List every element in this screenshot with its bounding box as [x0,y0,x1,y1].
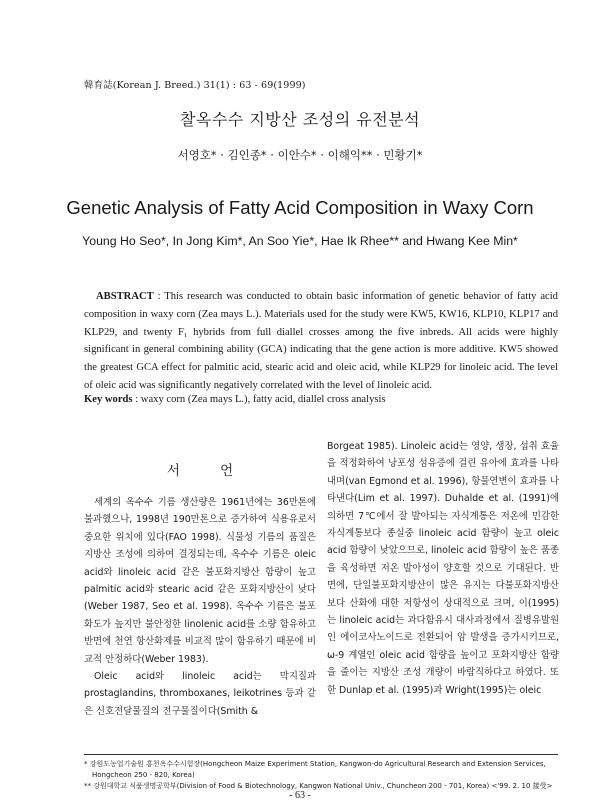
korean-authors: 서영호* · 김인종* · 이안수* · 이해익** · 민황기* [177,148,423,162]
journal-reference: 韓育誌(Korean J. Breed.) 31(1) : 63 - 69(1999) [84,80,306,91]
abstract-block [84,288,558,395]
body-paragraph: Oleic acid와 linoleic acid는 막지질과 prostaglandins, thromboxanes, leikotrines 등과 같은 신호전달물질의 전구물질이다(Smith & [84,671,316,717]
footnote-divider [84,754,558,755]
abstract-label: ABSTRACT [96,291,154,302]
keywords-text: : waxy corn (Zea mays L.), fatty acid, diallel cross analysis [135,394,386,405]
keywords-label: Key words [84,394,133,405]
abstract-text: : This research was conducted to obtain basic information of genetic behavior of fatty acid composition in waxy corn (Zea mays L.). Materials used for the study were KW5, KW16, KLP10, KLP17 and KLP29, and twenty F₁ hybrids from full diallel crosses among the five inbreds. All acids were highly significant in general combining ability (GCA) indicating that the gene action is more additive. KW5 showed the greatest GCA effect for palmitic acid, stearic acid and oleic acid, while KLP29 for linoleic acid. The level of oleic acid was significantly negatively correlated with the level of linoleic acid. [84,291,558,391]
right-column [327,438,559,699]
korean-title: 찰옥수수 지방산 조성의 유전분석 [179,110,421,129]
english-title: Genetic Analysis of Fatty Acid Composition in Waxy Corn [66,197,534,218]
left-column [84,438,316,720]
footnote-item: ** 강원대학교 식품생명공학부(Division of Food & Biotechnology, Kangwon National Univ., Chuncheon 200 - 701, Korea) <'99. 2. 10 接受> [84,782,553,790]
keywords-block [84,394,558,405]
body-paragraph: Borgeat 1985). Linoleic acid는 영양, 생장, 섭취 효율을 적정화하여 낭포성 섬유증에 걸린 유아에 효과를 나타내며(van Egmond et al. 1996), 항물연변이 효과를 나타낸다(Lim et al. 1997). Duhalde et al. (1991)에 의하면 7℃에서 잘 발아되는 자식계통은 저온에 민감한 자식계통보다 종실중 linoleic acid 함량이 높고 oleic acid 함량이 낮았으므로, linoleic acid 함량이 높은 품종을 육성하면 저온 발아성이 양호할 것으로 기대된다. 반면에, 단일불포화지방산이 많은 유지는 다불포화지방산보다 산화에 대한 저항성이 상대적으로 크며, 이(1995)는 linoleic acid는 과다함유시 대사과정에서 질병유발원인 에이코사노이드로 전환되어 암 발생을 증가시키므로, ω-9 계열인 oleic acid 함량을 높이고 포화지방산 함량을 줄이는 지방산 조성 개량이 바람직하다고 하였다. 또한 Dunlap et al. (1995)과 Wright(1995)는 oleic [327,441,559,696]
footnotes [84,759,564,792]
page-number: - 63 - [289,790,311,801]
section-heading-introduction: 서 언 [166,463,252,479]
footnote-item: * 강원도농업기술원 홍천옥수수시험장(Hongcheon Maize Experiment Station, Kangwon-do Agricultural Research and Extension Services, Hongcheon 250 - 820, Korea) [84,760,546,779]
body-paragraph: 세계의 옥수수 기름 생산량은 1961년에는 36만톤에 불과했으나, 1998년 190만톤으로 증가하여 식용유로서 중요한 위치에 있다(FAO 1998). 식물성 기름의 품질은 지방산 조성에 의하여 결정되는데, 옥수수 기름은 oleic acid와 linoleic acid 같은 불포화지방산 함량이 높고 palmitic acid와 stearic acid 같은 포화지방산이 낮다(Weber 1987, Seo et al. 1998). 옥수수 기름은 불포화도가 높지만 불안정한 linolenic acid를 소량 함유하고 반면에 천연 항산화제를 비교적 많이 함유하기 때문에 비교적 안정하다(Weber 1983). [84,497,316,665]
english-authors: Young Ho Seo*, In Jong Kim*, An Soo Yie*, Hae Ik Rhee** and Hwang Kee Min* [82,234,518,248]
